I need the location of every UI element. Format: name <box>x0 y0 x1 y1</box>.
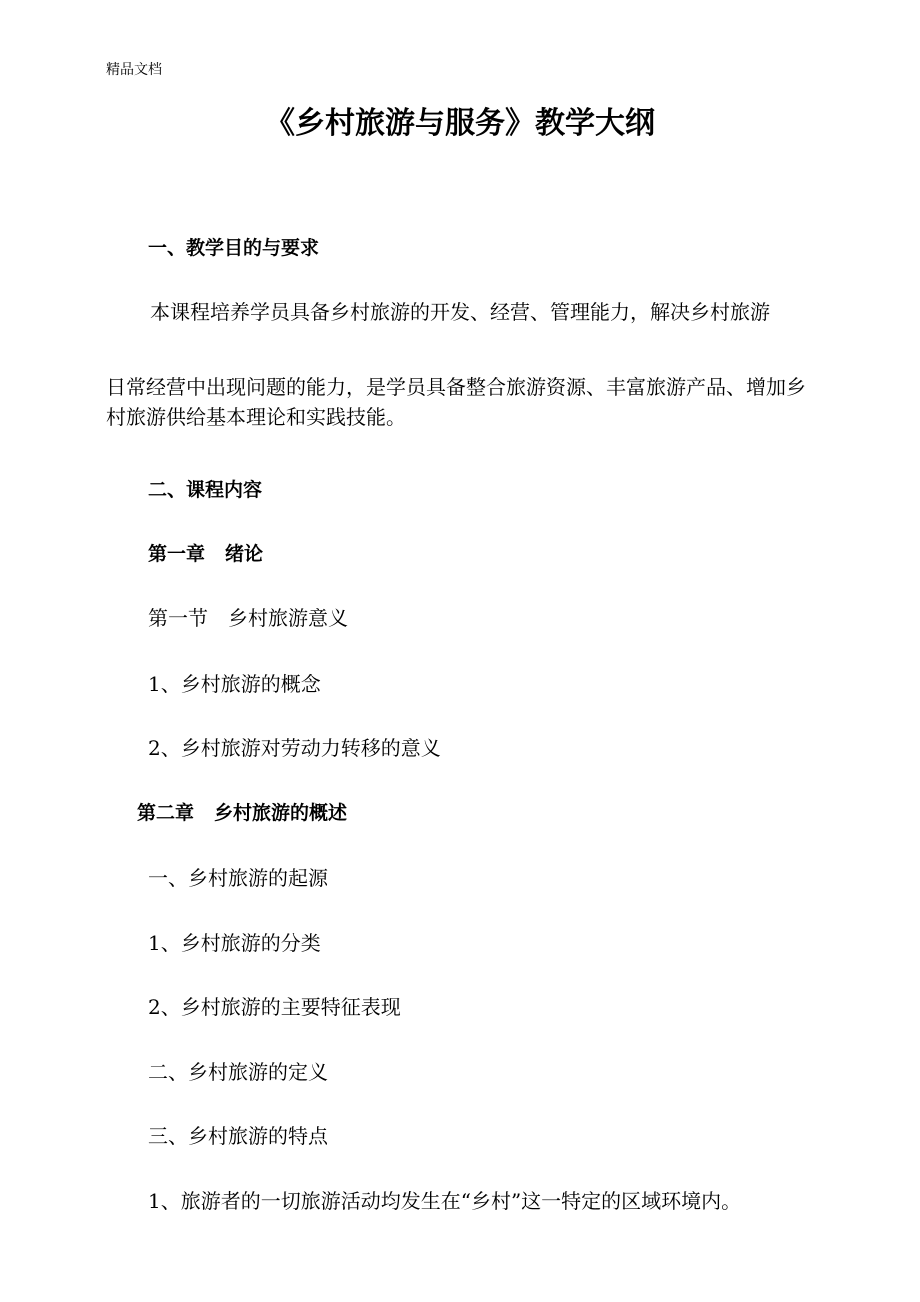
list-item: 1、乡村旅游的分类 <box>148 931 321 955</box>
page-header-label: 精品文档 <box>106 62 162 78</box>
list-item: 2、乡村旅游对劳动力转移的意义 <box>148 736 441 760</box>
section-heading-objectives: 一、教学目的与要求 <box>148 237 320 259</box>
chapter-2-name: 乡村旅游的概述 <box>214 802 348 824</box>
section-heading-content: 二、课程内容 <box>148 479 263 501</box>
list-item: 1、旅游者的一切旅游活动均发生在“乡村”这一特定的区域环境内。 <box>148 1189 742 1213</box>
objectives-paragraph-line1: 本课程培养学员具备乡村旅游的开发、经营、管理能力，解决乡村旅游 <box>150 300 770 324</box>
subheading-characteristics: 三、乡村旅游的特点 <box>148 1124 328 1148</box>
chapter-2-heading <box>137 799 347 827</box>
list-item: 1、乡村旅游的概念 <box>148 672 321 696</box>
chapter-1-name: 绪论 <box>225 543 264 565</box>
section-label: 第一节 <box>148 606 208 630</box>
chapter-2-label: 第二章 <box>137 802 195 824</box>
chapter-1-section-1 <box>148 604 348 632</box>
document-title: 《乡村旅游与服务》教学大纲 <box>265 106 655 141</box>
chapter-1-heading <box>148 540 263 568</box>
subheading-origin: 一、乡村旅游的起源 <box>148 866 328 890</box>
subheading-definition: 二、乡村旅游的定义 <box>148 1060 328 1084</box>
objectives-paragraph-continued: 日常经营中出现问题的能力，是学员具备整合旅游资源、丰富旅游产品、增加乡村旅游供给基本理论和实践技能。 <box>106 375 806 429</box>
chapter-1-label: 第一章 <box>148 543 206 565</box>
list-item: 2、乡村旅游的主要特征表现 <box>148 995 401 1019</box>
section-name: 乡村旅游意义 <box>228 606 348 630</box>
